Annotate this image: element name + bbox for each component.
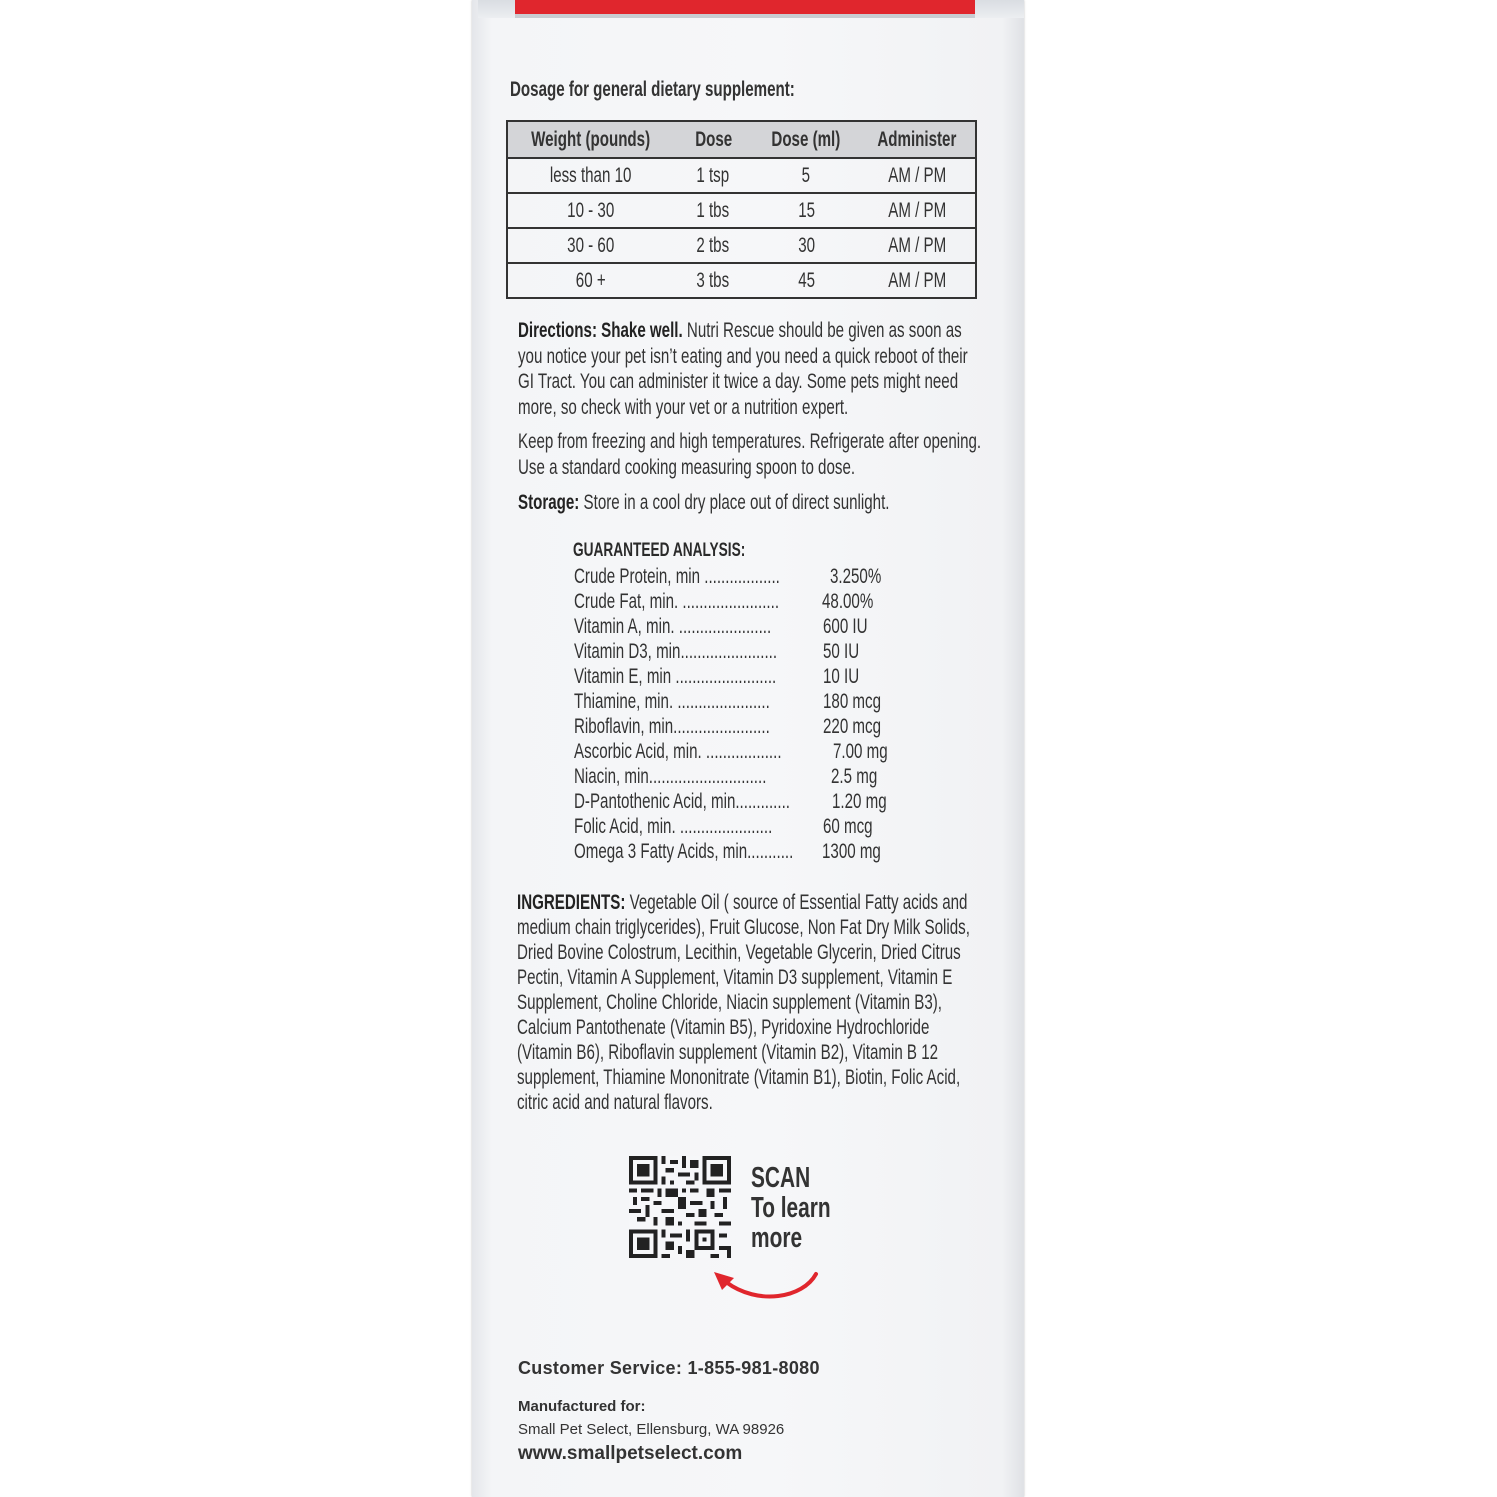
analysis-row: Folic Acid, min. ...................... 60 mcg (574, 815, 873, 838)
curved-arrow-icon (708, 1268, 823, 1308)
table-row (507, 263, 976, 298)
ingredients-line: (Vitamin B6), Riboflavin supplement (Vitamin B2), Vitamin B 12 (517, 1041, 939, 1064)
cell-dose: 1 tbs (673, 193, 753, 228)
analysis-row: Omega 3 Fatty Acids, min........... 1300 mg (574, 840, 881, 863)
keep-line: Keep from freezing and high temperatures. Refrigerate after opening. (518, 430, 982, 453)
cell-dose: 1 tsp (673, 158, 753, 193)
cell-dose: 3 tbs (673, 263, 753, 298)
cell-weight: 60 + (507, 263, 673, 298)
directions-line: you notice your pet isn’t eating and you need a quick reboot of their (518, 344, 968, 368)
header-administer: Administer (859, 121, 976, 158)
directions-line: GI Tract. You can administer it twice a day. Some pets might need (518, 370, 959, 393)
cell-weight: less than 10 (507, 158, 673, 193)
analysis-row: D-Pantothenic Acid, min............. 1.20 mg (574, 790, 887, 813)
analysis-row: Riboflavin, min....................... 220 mcg (574, 715, 881, 738)
website-link[interactable]: www.smallpetselect.com (518, 1443, 743, 1464)
header-weight: Weight (pounds) (507, 121, 673, 158)
ingredients-line: supplement, Thiamine Mononitrate (Vitamin B1), Biotin, Folic Acid, (517, 1066, 961, 1089)
guaranteed-analysis-title: GUARANTEED ANALYSIS: (573, 540, 746, 561)
ingredients-line: Vegetable Oil ( source of Essential Fatty acids and (625, 891, 968, 914)
keep-block (518, 429, 1161, 480)
dosage-table-header (507, 121, 976, 158)
analysis-row: Vitamin A, min. ...................... 600 IU (574, 615, 868, 638)
table-row (507, 158, 976, 193)
red-top-band (515, 0, 975, 14)
ingredients-line: Supplement, Choline Chloride, Niacin supplement (Vitamin B3), (517, 991, 942, 1014)
analysis-row: Thiamine, min. ...................... 180 mcg (574, 690, 881, 713)
dosage-table (506, 120, 977, 299)
qr-code-icon[interactable] (627, 1156, 733, 1258)
manufacturer-address: Small Pet Select, Ellensburg, WA 98926 (518, 1421, 785, 1438)
cell-administer: AM / PM (859, 228, 976, 263)
ingredients-line: medium chain triglycerides), Fruit Glucose, Non Fat Dry Milk Solids, (517, 916, 970, 939)
cell-dose: 2 tbs (673, 228, 753, 263)
cell-dose-ml: 15 (753, 193, 859, 228)
header-dose-ml: Dose (ml) (753, 121, 859, 158)
ingredients-line: Pectin, Vitamin A Supplement, Vitamin D3 supplement, Vitamin E (517, 966, 953, 989)
ingredients-line: Dried Bovine Colostrum, Lecithin, Vegetable Glycerin, Dried Citrus (517, 941, 961, 964)
table-row (507, 228, 976, 263)
dosage-title: Dosage for general dietary supplement: (510, 78, 795, 101)
analysis-row: Crude Protein, min .................. 3.250% (574, 565, 882, 588)
ingredients-line: citric acid and natural flavors. (517, 1091, 713, 1114)
cell-dose-ml: 45 (753, 263, 859, 298)
ingredients-label: INGREDIENTS: (517, 891, 626, 914)
cell-dose-ml: 5 (753, 158, 859, 193)
directions-line: Nutri Rescue should be given as soon as (682, 319, 962, 342)
cell-administer: AM / PM (859, 158, 976, 193)
directions-line: more, so check with your vet or a nutrition expert. (518, 395, 849, 419)
cell-weight: 30 - 60 (507, 228, 673, 263)
header-dose: Dose (673, 121, 753, 158)
storage-block (518, 490, 1034, 516)
analysis-row: Niacin, min............................ 2.5 mg (574, 765, 878, 788)
analysis-row: Vitamin D3, min....................... 50 IU (574, 640, 860, 663)
directions-block (518, 318, 1143, 420)
analysis-row: Vitamin E, min ........................ 10 IU (574, 665, 860, 688)
ingredients-block (517, 890, 1146, 1115)
table-row (507, 193, 976, 228)
cell-weight: 10 - 30 (507, 193, 673, 228)
scan-caption: SCAN To learn more (751, 1162, 831, 1254)
ingredients-line: Calcium Pantothenate (Vitamin B5), Pyridoxine Hydrochloride (517, 1016, 930, 1039)
storage-label: Storage: (518, 491, 580, 514)
analysis-row: Crude Fat, min. ....................... 48.00% (574, 590, 874, 613)
manufactured-label: Manufactured for: (518, 1398, 646, 1415)
red-band-shadow (515, 14, 975, 18)
directions-label: Directions: Shake well. (518, 319, 683, 342)
keep-line: Use a standard cooking measuring spoon to dose. (518, 455, 856, 479)
cell-dose-ml: 30 (753, 228, 859, 263)
cell-administer: AM / PM (859, 193, 976, 228)
customer-service-text: Customer Service: 1-855-981-8080 (518, 1358, 820, 1378)
cell-administer: AM / PM (859, 263, 976, 298)
analysis-row: Ascorbic Acid, min. .................. 7.00 mg (574, 740, 888, 763)
storage-text: Store in a cool dry place out of direct sunlight. (579, 491, 890, 514)
